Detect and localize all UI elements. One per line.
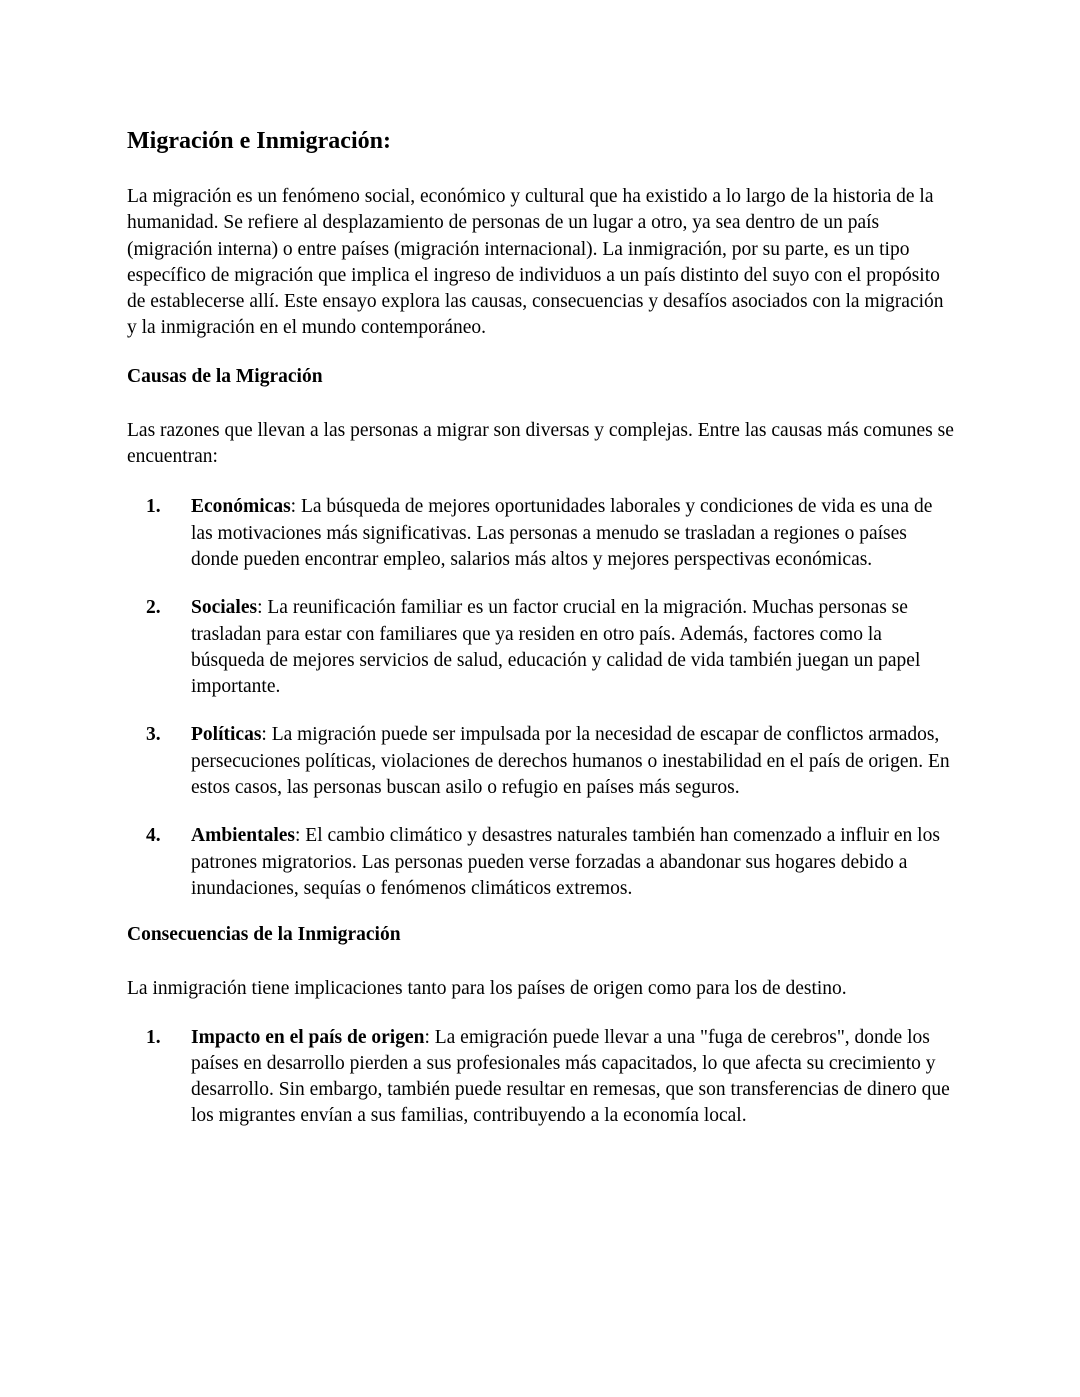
list-item-number: 4. [146, 825, 161, 847]
causes-intro-paragraph: Las razones que llevan a las personas a migrar son diversas y complejas. Entre las causas más comunes se encuentran: [127, 419, 954, 468]
list-item-term: Impacto en el país de origen [191, 1026, 425, 1048]
list-item-number: 3. [146, 724, 161, 746]
list-item-term: Políticas [191, 724, 262, 746]
intro-paragraph: La migración es un fenómeno social, económico y cultural que ha existido a lo largo de la historia de la humanidad. Se refiere al desplazamiento de personas de un lugar a otro, ya sea dentro de un país (migración interna) o entre países (migración internacional). La inmigración, por su parte, es un tipo específico de migración que implica el ingreso de individuos a un país distinto del suyo con el propósito de establecerse allí. Este ensayo explora las causas, consecuencias y desafíos asociados con la migración y la inmigración en el mundo contemporáneo. [127, 186, 944, 339]
list-item-number: 1. [146, 496, 161, 518]
list-item-text: : La búsqueda de mejores oportunidades laborales y condiciones de vida es una de las motivaciones más significativas. Las personas a menudo se trasladan a regiones o países donde pueden encontrar empleo, salarios más altos y mejores perspectivas económicas. [191, 496, 933, 570]
consequences-heading: Consecuencias de la Inmigración [127, 924, 401, 946]
causes-heading: Causas de la Migración [127, 365, 323, 387]
document-title: Migración e Inmigración: [127, 128, 391, 154]
list-item-term: Económicas [191, 496, 291, 518]
list-item-text: : El cambio climático y desastres naturales también han comenzado a influir en los patrones migratorios. Las personas pueden verse forzadas a abandonar sus hogares debido a inundaciones, sequías o fenómenos climáticos extremos. [191, 825, 940, 899]
list-item [127, 494, 957, 573]
list-item-number: 2. [146, 597, 161, 619]
list-item-number: 1. [146, 1026, 161, 1048]
consequences-list [127, 1025, 957, 1130]
list-item-term: Ambientales [191, 825, 295, 847]
list-item [127, 595, 957, 700]
document-body [127, 124, 957, 1152]
list-item-term: Sociales [191, 597, 258, 619]
list-item-text: : La reunificación familiar es un factor crucial en la migración. Muchas personas se trasladan para estar con familiares que ya residen en otro país. Además, factores como la búsqueda de mejores servicios de salud, educación y calidad de vida también juegan un papel importante. [191, 597, 921, 698]
list-item-text: : La migración puede ser impulsada por la necesidad de escapar de conflictos armados, persecuciones políticas, violaciones de derechos humanos o inestabilidad en el país de origen. En estos casos, las personas buscan asilo o refugio en países más seguros. [191, 724, 950, 799]
list-item [127, 722, 957, 801]
list-item-text: : La emigración puede llevar a una "fuga de cerebros", donde los países en desarrollo pierden a sus profesionales más capacitados, lo que afecta su crecimiento y desarrollo. Sin embargo, también puede resultar en remesas, que son transferencias de dinero que los migrantes envían a sus familias, contribuyendo a la economía local. [191, 1026, 950, 1127]
list-item [127, 1025, 957, 1130]
causes-list [127, 494, 957, 902]
list-item [127, 823, 957, 902]
consequences-intro-paragraph: La inmigración tiene implicaciones tanto para los países de origen como para los de destino. [127, 978, 847, 1000]
